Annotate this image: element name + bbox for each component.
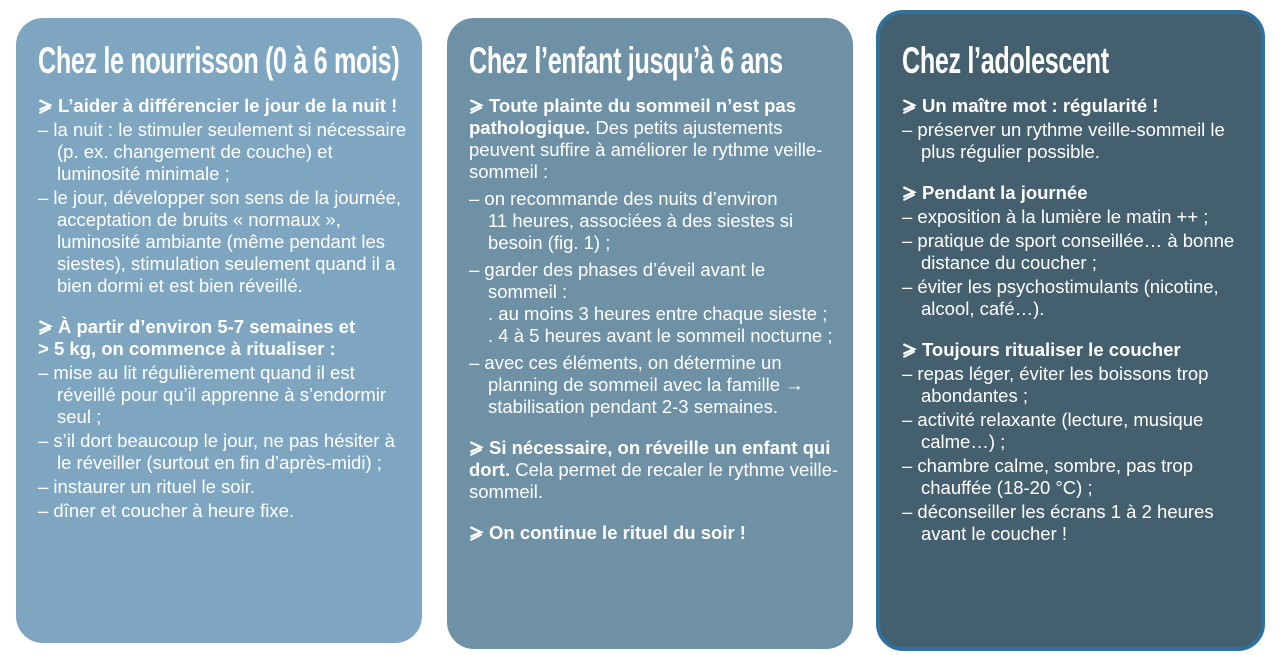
advice-section [469, 522, 841, 544]
chevron-bullet-icon [469, 441, 484, 456]
lead-bold-text: Si nécessaire, on réveille un enfant qui dort. [469, 437, 831, 481]
advice-section [902, 339, 1249, 545]
sub-list-item: . 4 à 5 heures avant le sommeil nocturne ; [488, 325, 833, 347]
card-body [902, 95, 1249, 545]
lead-bold-text: Toute plainte du sommeil n’est pas pathologique. [469, 95, 797, 139]
list-item: – dîner et coucher à heure fixe. [38, 500, 295, 522]
sub-list-item: . au moins 3 heures entre chaque sieste ; [488, 303, 828, 325]
chevron-bullet-icon [902, 99, 917, 114]
card-title-nourrisson [38, 40, 410, 81]
list-item: – activité relaxante (lecture, musique calme…) ; [902, 409, 1204, 453]
list-item: – exposition à la lumière le matin ++ ; [902, 206, 1209, 228]
section-lead [902, 95, 1249, 117]
list-item: – déconseiller les écrans 1 à 2 heures avant le coucher ! [902, 501, 1214, 545]
advice-section [469, 437, 841, 503]
list-item: – pratique de sport conseillée… à bonne distance du coucher ; [902, 230, 1235, 274]
lead-regular-text: Des petits ajustements peuvent suffire à améliorer le rythme veille-sommeil : [469, 117, 823, 183]
card-title-text: Chez l’adolescent [902, 40, 1109, 81]
chevron-bullet-icon [469, 526, 484, 541]
lead-bold-text: Toujours ritualiser le coucher [922, 339, 1181, 361]
card-title-text: Chez le nourrisson (0 à 6 mois) [38, 40, 400, 81]
list-item: – avec ces éléments, on détermine un planning de sommeil avec la famille → stabilisation pendant 2-3 semaines. [469, 352, 804, 418]
section-lead [38, 316, 410, 360]
list-item: – préserver un rythme veille-sommeil le plus régulier possible. [902, 119, 1225, 163]
list-item: – chambre calme, sombre, pas trop chauffée (18-20 °C) ; [902, 455, 1193, 499]
list-item: – le jour, développer son sens de la journée, acceptation de bruits « normaux », luminosité ambiante (même pendant les siestes), stimulation seulement quand il a bien dormi et est bien réveillé. [38, 187, 402, 297]
advice-section [38, 316, 410, 522]
chevron-bullet-icon [469, 99, 484, 114]
card-title-enfant [469, 40, 841, 81]
list-item: – garder des phases d’éveil avant le sommeil : [469, 259, 766, 303]
list-item: – mise au lit régulièrement quand il est réveillé pour qu’il apprenne à s’endormir seul ; [38, 362, 387, 428]
advice-section [469, 95, 841, 418]
section-lead [38, 95, 410, 117]
section-lead [902, 182, 1249, 204]
section-lead [902, 339, 1249, 361]
lead-regular-text: Cela permet de recaler le rythme veille-sommeil. [469, 459, 839, 503]
card-adolescent [876, 10, 1265, 651]
chevron-bullet-icon [38, 320, 53, 335]
card-body [38, 95, 410, 522]
section-lead [469, 437, 841, 503]
lead-bold-text: Un maître mot : régularité ! [922, 95, 1159, 117]
section-lead [469, 522, 841, 544]
list-item: – la nuit : le stimuler seulement si nécessaire (p. ex. changement de couche) et luminosité minimale ; [38, 119, 407, 185]
section-lead [469, 95, 841, 183]
lead-bold-text: À partir d’environ 5-7 semaines et > 5 kg, on commence à ritualiser : [38, 316, 356, 360]
card-title-adolescent [902, 40, 1249, 81]
list-item: – repas léger, éviter les boissons trop abondantes ; [902, 363, 1209, 407]
card-enfant [447, 18, 853, 649]
advice-section [38, 95, 410, 297]
list-item: – s’il dort beaucoup le jour, ne pas hésiter à le réveiller (surtout en fin d’après-midi) ; [38, 430, 395, 474]
card-nourrisson [16, 18, 422, 643]
list-item: – instaurer un rituel le soir. [38, 476, 255, 498]
chevron-bullet-icon [902, 186, 917, 201]
lead-bold-text: L’aider à différencier le jour de la nuit ! [58, 95, 398, 117]
lead-bold-text: Pendant la journée [922, 182, 1088, 204]
list-item: – on recommande des nuits d’environ 11 heures, associées à des siestes si besoin (fig. 1) ; [469, 188, 794, 254]
advice-section [902, 95, 1249, 163]
card-body [469, 95, 841, 544]
advice-section [902, 182, 1249, 320]
lead-bold-text: On continue le rituel du soir ! [489, 522, 746, 544]
chevron-bullet-icon [902, 343, 917, 358]
card-title-text: Chez l’enfant jusqu’à 6 ans [469, 40, 783, 81]
list-item: – éviter les psychostimulants (nicotine, alcool, café…). [902, 276, 1219, 320]
chevron-bullet-icon [38, 99, 53, 114]
